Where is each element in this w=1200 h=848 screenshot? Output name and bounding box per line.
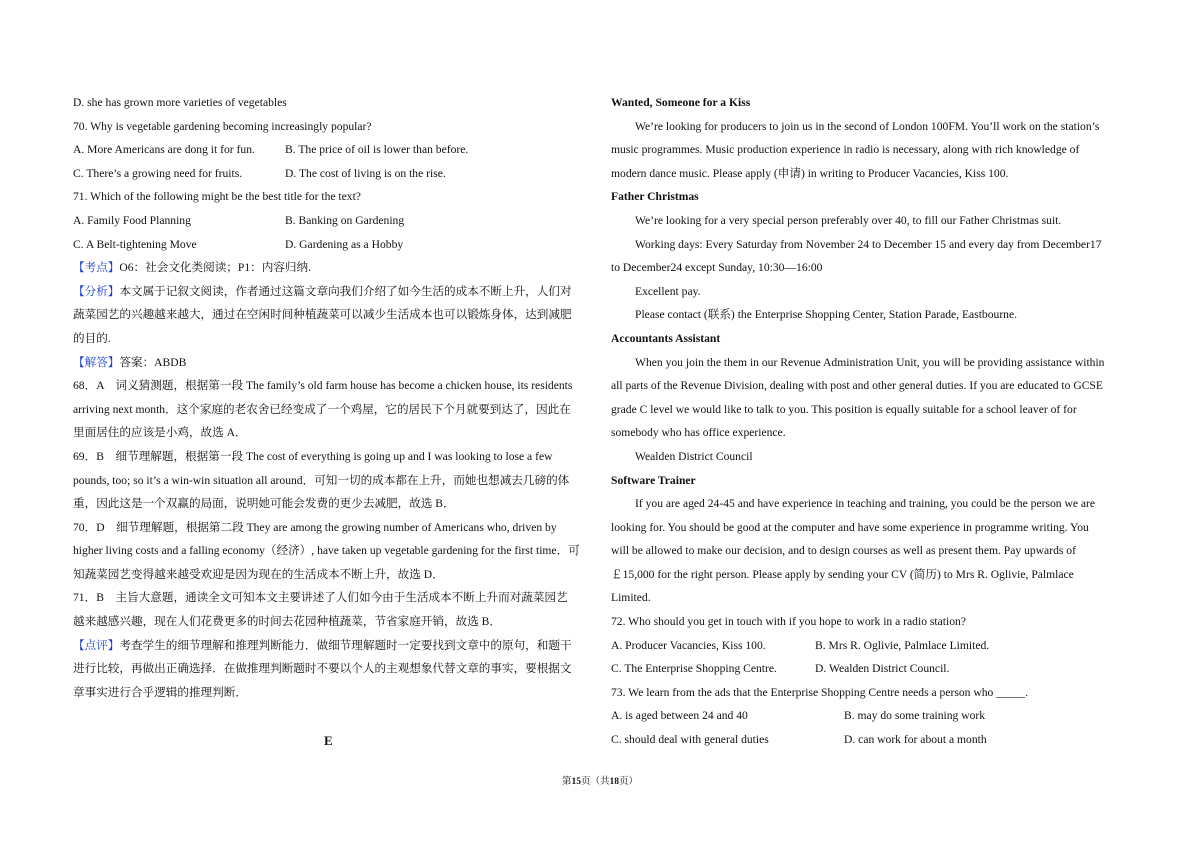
option-row xyxy=(73,162,590,186)
fenxi-line-2: 蔬菜园艺的兴趣越来越大，通过在空闲时间种植蔬菜可以减少生活成本也可以锻炼身体，达到减肥 xyxy=(73,308,572,322)
ad-text: all parts of the Revenue Division, dealing with post and other general duties. If you are educated to GCSE xyxy=(611,379,1103,393)
dianping-tag: 【点评】 xyxy=(73,638,120,652)
footer-pre: 第 xyxy=(561,777,572,787)
option-row xyxy=(611,704,1128,728)
ad-text: Excellent pay. xyxy=(635,284,701,298)
option-row xyxy=(73,209,590,233)
answer-70-line-3: 知蔬菜园艺变得越来越受欢迎是因为现在的生活成本不断上升，故选 D． xyxy=(73,567,444,581)
ad-text: grade C level we would like to talk to you. This position is equally suitable for a school leaver of for xyxy=(611,402,1077,416)
section-heading: E xyxy=(324,733,333,748)
ad-heading-father-christmas: Father Christmas xyxy=(611,190,699,204)
dianping-line-3: 章事实进行合乎逻辑的推理判断． xyxy=(73,685,247,699)
ad-text: will be allowed to make our decision, and to design courses as well as present them. Pay upwards of xyxy=(611,544,1076,558)
ad-text: to December24 except Sunday, 10:30—16:00 xyxy=(611,261,823,275)
option-d: D. Gardening as a Hobby xyxy=(285,237,404,251)
ad-text: Limited. xyxy=(611,591,651,605)
option-a: A. Producer Vacancies, Kiss 100. xyxy=(611,638,766,652)
ad-text: ￡15,000 for the right person. Please apply by sending your CV (简历) to Mrs R. Oglivie, Palmlace xyxy=(611,567,1074,581)
ad-text: Please contact (联系) the Enterprise Shopping Center, Station Parade, Eastbourne. xyxy=(635,308,1018,322)
footer-mid: 页（共 xyxy=(580,777,610,787)
answer-71-line-2: 越来越感兴趣，现在人们花费更多的时间去花园种植蔬菜，节省家庭开销，故选 B． xyxy=(73,615,502,629)
option-b: B. The price of oil is lower than before. xyxy=(285,143,469,157)
jieda-text: 答案：ABDB xyxy=(119,355,187,369)
ad-text: Wealden District Council xyxy=(635,449,753,463)
answer-68-line-1: 68．A 词义猜测题，根据第一段 The family’s old farm house has become a chicken house, its residents xyxy=(73,379,573,393)
option-a: A. Family Food Planning xyxy=(73,213,191,227)
jieda-tag: 【解答】 xyxy=(73,355,120,369)
fenxi-line xyxy=(73,280,590,304)
fenxi-text-1 xyxy=(73,280,572,304)
ad-text: We’re looking for a very special person preferably over 40, to fill our Father Christmas suit. xyxy=(635,213,1062,227)
answer-69-line-2: pounds, too; so it’s a win-win situation all around．可知一切的成本都在上升，而她也想减去几磅的体 xyxy=(73,473,570,487)
ad-text: We’re looking for producers to join us in the second of London 100FM. You’ll work on the station’s xyxy=(635,119,1100,133)
ad-text: Working days: Every Saturday from November 24 to December 15 and every day from December17 xyxy=(635,237,1102,251)
answer-68-line-3: 里面居住的应该是小鸡，故选 A． xyxy=(73,426,247,440)
kaodian-line xyxy=(73,256,590,280)
option-a: A. is aged between 24 and 40 xyxy=(611,709,748,723)
question-73: 73. We learn from the ads that the Enterprise Shopping Centre needs a person who _____. xyxy=(611,685,1029,699)
ad-heading-accountants: Accountants Assistant xyxy=(611,331,721,345)
answer-70-line-1: 70．D 细节理解题，根据第二段 They are among the growing number of Americans who, driven by xyxy=(73,520,557,534)
question-70: 70. Why is vegetable gardening becoming increasingly popular? xyxy=(73,119,372,133)
option-row xyxy=(611,634,1128,658)
kaodian-text: O6：社会文化类阅读；P1：内容归纳. xyxy=(119,261,312,275)
option-d: D. can work for about a month xyxy=(844,733,987,747)
option-d: D. Wealden District Council. xyxy=(815,662,950,676)
option-row xyxy=(611,657,1128,681)
answer-71-line-1: 71．B 主旨大意题，通读全文可知本文主要讲述了人们如今由于生活成本不断上升而对蔬菜园艺 xyxy=(73,591,568,605)
answer-69-line-1: 69．B 细节理解题，根据第一段 The cost of everything is going up and I was looking to lose a few xyxy=(73,449,553,463)
question-72: 72. Who should you get in touch with if you hope to work in a radio station? xyxy=(611,615,966,629)
option-c: C. should deal with general duties xyxy=(611,733,769,747)
option-row xyxy=(73,233,590,257)
fenxi-body: 本文属于记叙文阅读，作者通过这篇文章向我们介绍了如今生活的成本不断上升，人们对 xyxy=(119,284,572,298)
dianping-line-2: 进行比较，再做出正确选择．在做推理判断题时不要以个人的主观想象代替文章的事实，要根据文 xyxy=(73,662,572,676)
question-71: 71. Which of the following might be the best title for the text? xyxy=(73,190,361,204)
ad-text: somebody who has office experience. xyxy=(611,426,786,440)
answer-68-line-2: arriving next month．这个家庭的老农舍已经变成了一个鸡屋，它的居民下个月就要到达了，因此在 xyxy=(73,402,571,416)
dianping-line xyxy=(73,634,590,658)
answer-69-line-3: 重，因此这是一个双赢的局面，说明她可能会发费的更少去减肥，故选 B． xyxy=(73,497,455,511)
option-c: C. The Enterprise Shopping Centre. xyxy=(611,662,777,676)
option-b: B. Mrs R. Oglivie, Palmlace Limited. xyxy=(815,638,990,652)
ad-text: looking for. You should be good at the computer and have some experience in programme writing. You xyxy=(611,520,1089,534)
ad-text: When you join the them in our Revenue Administration Unit, you will be providing assistance within xyxy=(635,355,1105,369)
footer-post: 页） xyxy=(619,777,639,787)
page-number: 15 xyxy=(571,777,581,787)
option-row xyxy=(611,728,1128,752)
option-a: A. More Americans are dong it for fun. xyxy=(73,143,255,157)
ad-text: modern dance music. Please apply (申请) in writing to Producer Vacancies, Kiss 100. xyxy=(611,166,1009,180)
ad-text: music programmes. Music production experience in radio is necessary, along with rich knowledge of xyxy=(611,143,1080,157)
total-pages: 18 xyxy=(609,777,619,787)
jieda-line xyxy=(73,351,590,375)
fenxi-tag: 【分析】 xyxy=(73,284,120,298)
left-column xyxy=(73,91,590,704)
ad-heading-software-trainer: Software Trainer xyxy=(611,473,696,487)
fenxi-line-3: 的目的. xyxy=(73,331,111,345)
text-line: D. she has grown more varieties of vegetables xyxy=(73,96,287,109)
dianping-text: 考查学生的细节理解和推理判断能力．做细节理解题时一定要找到文章中的原句，和题干 xyxy=(119,638,572,652)
page-footer xyxy=(0,773,1200,787)
option-row xyxy=(73,138,590,162)
answer-70-line-2: higher living costs and a falling economy（经济）, have taken up vegetable gardening for the first time．可 xyxy=(73,544,580,558)
right-column xyxy=(611,91,1128,752)
ad-heading-kiss: Wanted, Someone for a Kiss xyxy=(611,96,751,109)
option-b: B. Banking on Gardening xyxy=(285,213,405,227)
kaodian-tag: 【考点】 xyxy=(73,261,120,275)
option-c: C. A Belt-tightening Move xyxy=(73,237,197,251)
option-c: C. There’s a growing need for fruits. xyxy=(73,166,243,180)
ad-text: If you are aged 24-45 and have experience in teaching and training, you could be the person we are xyxy=(635,497,1096,511)
option-d: D. The cost of living is on the rise. xyxy=(285,166,446,180)
option-b: B. may do some training work xyxy=(844,709,986,723)
